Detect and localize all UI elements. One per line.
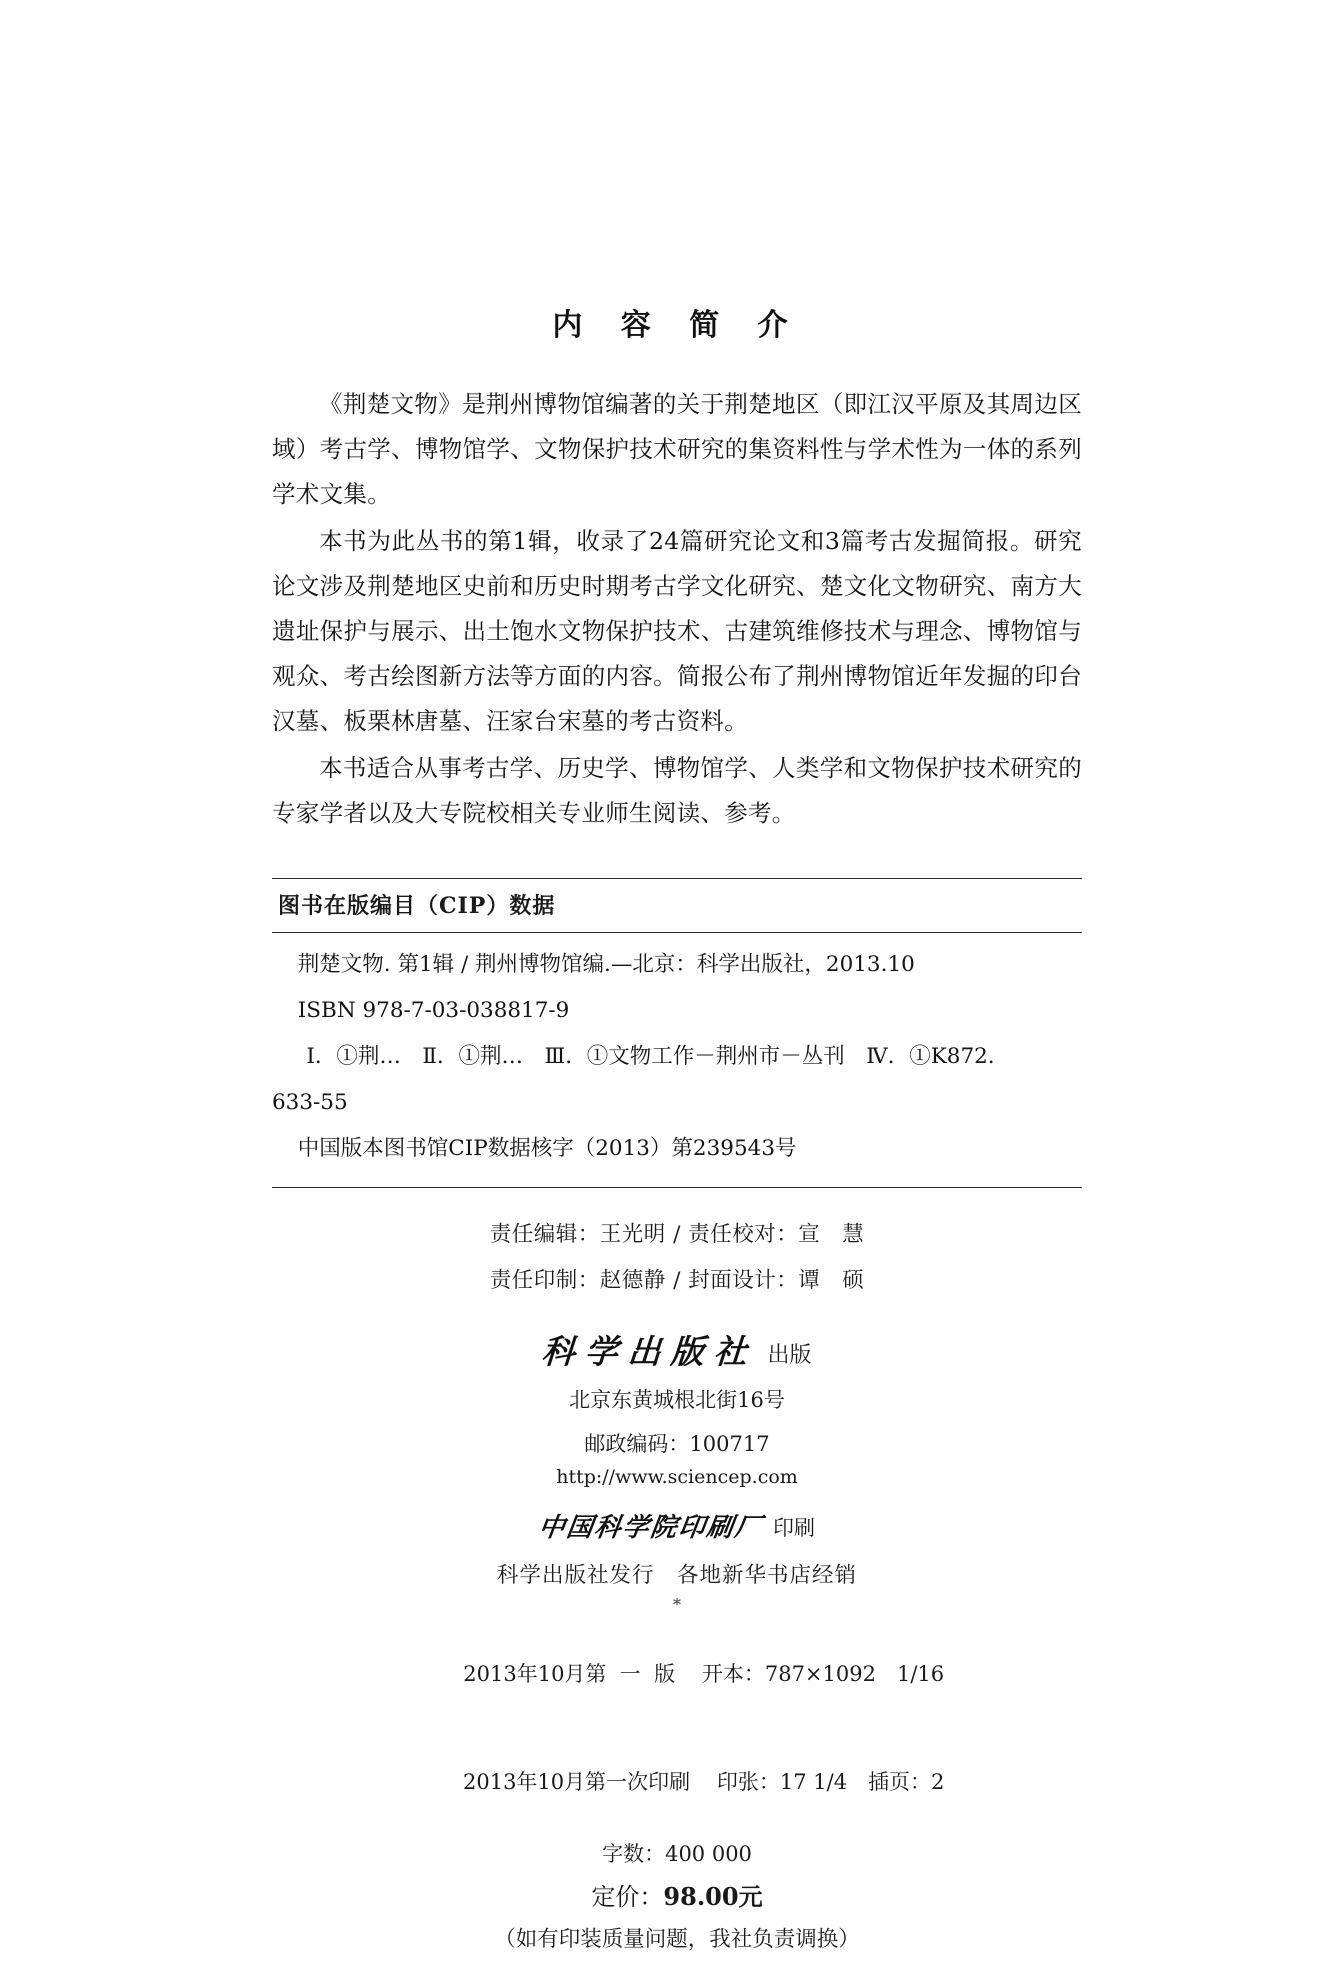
cip-line-5: 中国版本图书馆CIP数据核字（2013）第239543号: [297, 1136, 797, 1161]
publisher-suffix: 出版: [767, 1343, 812, 1368]
publisher-section: [272, 1326, 1082, 1614]
cip-bottom-rule: [272, 1187, 1082, 1188]
spec-edition-right: 开本：787×1092 1/16: [701, 1662, 945, 1686]
spec-row-printing: [272, 1728, 1082, 1836]
printer-line: [272, 1507, 1082, 1544]
cip-line-2: ISBN 978-7-03-038817-9: [297, 998, 570, 1023]
intro-paragraph-1: 《荆楚文物》是荆州博物馆编著的关于荆楚地区（即江汉平原及其周边区域）考古学、博物馆学、文物保护技术研究的集资料性与学术性为一体的系列学术文集。: [272, 390, 1082, 508]
publisher-address: 北京东黄城根北街16号: [569, 1388, 785, 1412]
cip-line-3: Ⅰ．①荆… Ⅱ．①荆… Ⅲ．①文物工作－荆州市－丛刊 Ⅳ．①K872.: [306, 1044, 995, 1069]
page-content: [272, 300, 1082, 1960]
quality-note: （如有印装质量问题，我社负责调换）: [494, 1927, 860, 1952]
spec-row-wordcount: 字数：400 000: [602, 1842, 752, 1866]
cip-line-4: 633-55: [272, 1090, 348, 1115]
spec-printing-right: 印张：17 1/4 插页：2: [716, 1770, 945, 1794]
spec-printing-left: 2013年10月第一次印刷: [462, 1770, 691, 1794]
cip-line-1: 荆楚文物. 第1辑 / 荆州博物馆编.—北京：科学出版社，2013.10: [297, 952, 915, 977]
spec-edition-left: 2013年10月第 一 版: [463, 1662, 676, 1686]
cip-title: 图书在版编目（CIP）数据: [278, 893, 556, 919]
intro-section: [272, 382, 1082, 836]
price-value: 98.00元: [663, 1882, 763, 1911]
staff-line-production: 责任印制：赵德静 / 封面设计：谭 硕: [489, 1268, 865, 1293]
publisher-postcode: 邮政编码：100717: [584, 1432, 770, 1456]
spec-row-edition: [272, 1620, 1082, 1728]
separator-star: *: [673, 1595, 681, 1614]
cip-body: [272, 933, 1082, 1187]
printer-suffix: 印刷: [773, 1516, 815, 1540]
staff-section: [272, 1218, 1082, 1298]
price-label: 定价：: [591, 1883, 664, 1911]
staff-line-editors: 责任编辑：王光明 / 责任校对：宣 慧: [489, 1222, 865, 1247]
distribution-line: 科学出版社发行 各地新华书店经销: [496, 1563, 857, 1588]
page-title: 内 容 简 介: [552, 308, 802, 343]
intro-paragraph-3: 本书适合从事考古学、历史学、博物馆学、人类学和文物保护技术研究的专家学者以及大专院校相关专业师生阅读、参考。: [272, 754, 1082, 827]
intro-paragraph-2: 本书为此丛书的第1辑，收录了24篇研究论文和3篇考古发掘简报。研究论文涉及荆楚地区史前和历史时期考古学文化研究、楚文化文物研究、南方大遗址保护与展示、出土饱水文物保护技术、古建筑维修技术与理念、博物馆与观众、考古绘图新方法等方面的内容。简报公布了荆州博物馆近年发掘的印台汉墓、板栗林唐墓、汪家台宋墓的考古资料。: [272, 527, 1082, 735]
publisher-name-line: [272, 1326, 1082, 1373]
cip-section: [272, 878, 1082, 1188]
publisher-url: http://www.sciencep.com: [556, 1466, 798, 1488]
specs-section: [272, 1620, 1082, 1960]
price-line: [272, 1876, 1082, 1918]
science-press-logo: 科学出版社: [540, 1332, 759, 1371]
printer-logo: 中国科学院印刷厂: [536, 1513, 765, 1543]
